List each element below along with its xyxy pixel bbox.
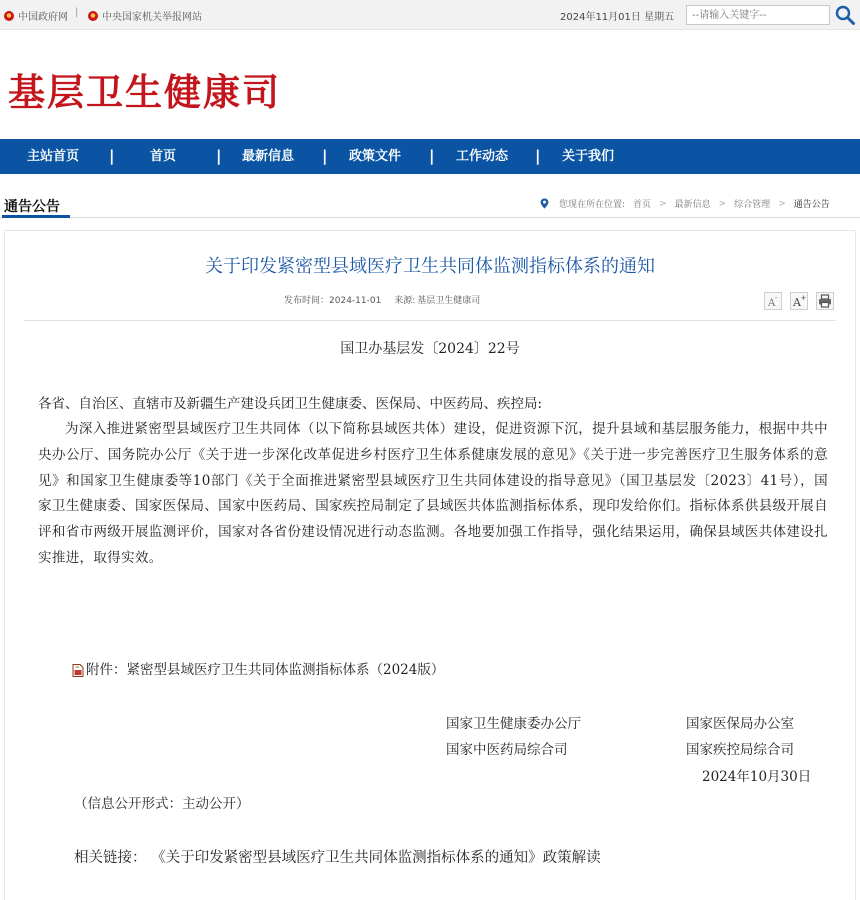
- breadcrumb-current[interactable]: 通告公告: [793, 200, 830, 210]
- breadcrumb-chevron-icon: >: [718, 198, 727, 209]
- svg-text:A: A: [793, 296, 801, 309]
- topbar-separator: |: [75, 7, 79, 18]
- attachment-file-icon: [72, 664, 84, 677]
- print-button[interactable]: [816, 292, 834, 310]
- addressee: 各省、自治区、直辖市及新疆生产建设兵团卫生健康委、医保局、中医药局、疾控局:: [38, 396, 543, 412]
- signatory-natcm-dept: 国家中医药局综合司: [446, 742, 568, 758]
- article-title: 关于印发紧密型县域医疗卫生共同体监测指标体系的通知: [205, 256, 655, 277]
- search-input[interactable]: [686, 5, 830, 25]
- site-title: 基层卫生健康司: [8, 70, 281, 114]
- nav-separator: |: [109, 147, 115, 165]
- article-meta: [284, 293, 490, 306]
- disclosure-note: （信息公开形式：主动公开）: [74, 796, 250, 812]
- nav-item-policy[interactable]: 政策文件: [349, 149, 402, 164]
- article-body-paragraph: 为深入推进紧密型县域医疗卫生共同体（以下简称县域医共体）建设，促进资源下沉，提升县域和基层服务能力，根据中共中央办公厅、国务院办公厅《关于进一步深化改革促进乡村医疗卫生体系健康发展的意见》《关于进一步完善医疗卫生服务体系的意见》和国家卫生健康委等10部门《关于全面推进紧密型县域医疗卫生共同体建设的指导意见》（国卫基层发〔2023〕41号），国家卫生健康委、国家医保局、国家中医药局、国家疾控局制定了县域医共体监测指标体系，现印发给你们。指标体系供县级开展自评和省市两级开展监测评价，国家对各省份建设情况进行动态监测。各地要加强工作指导，强化结果运用，确保县域医共体建设扎实推进，取得实效。: [38, 421, 828, 566]
- attachment-label: 附件：: [86, 662, 127, 678]
- source-label: 来源:: [394, 296, 416, 306]
- font-larger-icon: [791, 293, 807, 309]
- svg-text:A: A: [768, 298, 776, 309]
- nav-separator: |: [535, 147, 541, 165]
- search-icon[interactable]: [834, 4, 856, 26]
- main-nav: [0, 139, 860, 174]
- breadcrumb-chevron-icon: >: [778, 198, 786, 209]
- section-divider: [0, 217, 860, 218]
- publish-date: 2024-11-01: [329, 296, 382, 306]
- font-larger-button[interactable]: [790, 292, 808, 310]
- report-site-link[interactable]: [88, 8, 202, 23]
- top-utility-bar: [0, 0, 860, 30]
- font-smaller-button[interactable]: [764, 292, 782, 310]
- section-title: 通告公告: [4, 199, 60, 215]
- nav-item-about[interactable]: 关于我们: [562, 149, 615, 164]
- document-number: 国卫办基层发〔2024〕22号: [340, 341, 520, 357]
- national-emblem-icon: [4, 11, 14, 21]
- breadcrumb-general[interactable]: 综合管理: [734, 200, 771, 210]
- breadcrumb-chevron-icon: >: [659, 198, 667, 209]
- nav-separator: |: [429, 147, 435, 165]
- nav-item-latest[interactable]: 最新信息: [242, 149, 295, 164]
- location-pin-icon: [540, 198, 549, 209]
- nav-item-home[interactable]: 首页: [150, 149, 177, 164]
- signing-date: 2024年10月30日: [702, 769, 812, 785]
- source-value: 基层卫生健康司: [417, 296, 481, 306]
- breadcrumb-latest[interactable]: 最新信息: [674, 200, 711, 210]
- nav-separator: |: [216, 147, 222, 165]
- related-label: 相关链接：: [74, 850, 147, 866]
- related-links: [74, 846, 601, 867]
- gov-portal-label: 中国政府网: [18, 12, 68, 23]
- signatory-ndcpa-dept: 国家疾控局综合司: [686, 742, 794, 758]
- printer-icon: [817, 293, 833, 309]
- nav-item-work-news[interactable]: 工作动态: [456, 149, 509, 164]
- nav-separator: |: [322, 147, 328, 165]
- svg-text:+: +: [800, 294, 807, 302]
- signatory-nhsa-office: 国家医保局办公室: [686, 716, 794, 732]
- font-smaller-icon: [765, 293, 781, 309]
- current-date: 2024年11月01日 星期五: [560, 12, 675, 23]
- report-site-label: 中央国家机关举报网站: [102, 12, 202, 23]
- article-header-divider: [24, 320, 836, 321]
- breadcrumb: [540, 197, 834, 210]
- signatory-nhc-office: 国家卫生健康委办公厅: [446, 716, 581, 732]
- attachment-link[interactable]: 紧密型县域医疗卫生共同体监测指标体系（2024版）: [126, 662, 445, 678]
- breadcrumb-home[interactable]: 首页: [633, 200, 652, 210]
- party-emblem-icon: [88, 11, 98, 21]
- breadcrumb-prefix: 您现在所在位置:: [559, 200, 626, 210]
- svg-text:-: -: [775, 294, 778, 302]
- publish-label: 发布时间：: [284, 296, 330, 306]
- gov-portal-link[interactable]: [4, 8, 68, 23]
- section-title-underline: [2, 215, 70, 218]
- related-policy-interpretation-link[interactable]: 《关于印发紧密型县域医疗卫生共同体监测指标体系的通知》政策解读: [151, 850, 601, 866]
- nav-item-main-home[interactable]: 主站首页: [27, 149, 80, 164]
- attachment-line: [72, 658, 444, 678]
